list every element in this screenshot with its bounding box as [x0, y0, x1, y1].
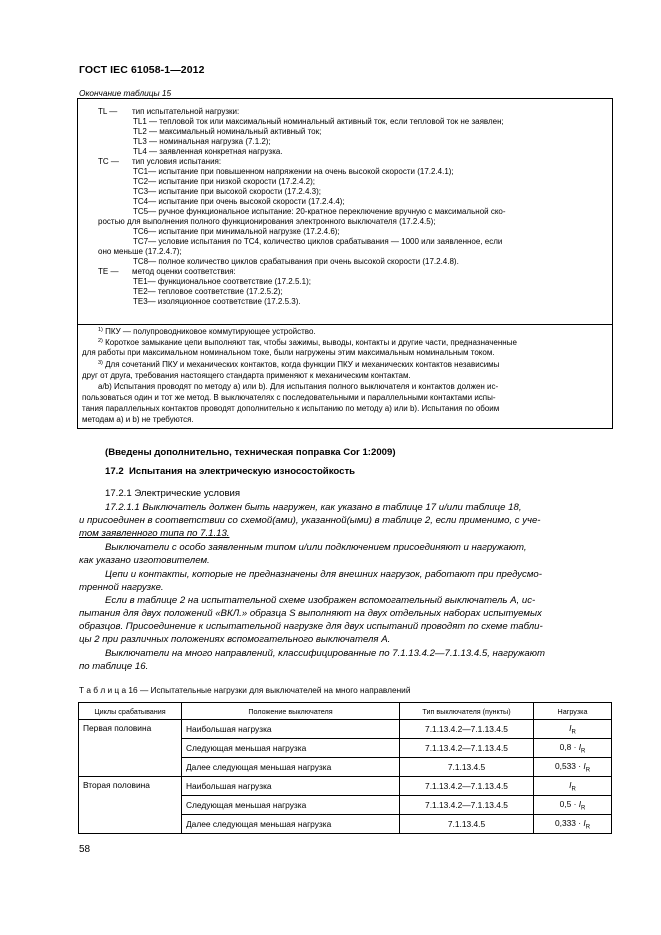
paragraph-line: Цепи и контакты, которые не предназначены для внешних нагрузок, работают при предусмо- [105, 569, 542, 580]
paragraph-line: Выключатели на много направлений, классифицированные по 7.1.13.4.2—7.1.13.4.5, нагружают [105, 648, 545, 659]
legend-line: ростью для выполнения полного функционирования электронного выключателя (17.2.4.5); [98, 217, 436, 226]
column-header: Тип выключателя (пункты) [400, 703, 534, 720]
legend-line: тип условия испытания: [132, 157, 222, 166]
legend-line: TC5— ручное функциональное испытание: 20-кратное переключение вручную с максимальной ско- [133, 207, 506, 216]
section-title: Испытания на электрическую износостойкость [129, 466, 356, 477]
column-header: Циклы срабатывания [79, 703, 182, 720]
footnote: пользоваться один и тот же метод. В выключателях с последовательными и параллельными контактами испы- [82, 393, 496, 402]
legend-code-tl: TL — [98, 107, 118, 116]
paragraph-line: 17.2.1.1 Выключатель должен быть нагружен, как указано в таблице 17 и/или таблице 18, [105, 502, 522, 513]
amendment-note: (Введены дополнительно, техническая поправка Cor 1:2009) [105, 447, 396, 458]
legend-line: TC8— полное количество циклов срабатывания при очень высокой скорости (17.2.4.8). [133, 257, 459, 266]
type-cell: 7.1.13.4.5 [400, 815, 534, 834]
table-row [79, 777, 612, 796]
type-cell: 7.1.13.4.2—7.1.13.4.5 [400, 796, 534, 815]
legend-line: TC1— испытание при повышенном напряжении на очень высокой скорости (17.2.4.1); [133, 167, 454, 176]
footnote: a/b) Испытания проводят по методу а) или b). Для испытания полного выключателя и контактов должен ис- [98, 382, 499, 391]
legend-line: оно меньше (17.2.4.7); [98, 247, 182, 256]
footnote: $^{3)}$ Для сочетаний ПКУ и механических контактов, когда функции ПКУ и механических контактов независимы [98, 360, 500, 369]
position-cell: Следующая меньшая нагрузка [182, 739, 400, 758]
paragraph-line: цы 2 при различных положениях вспомогательного выключателя А. [79, 634, 391, 645]
legend-line: TE2— тепловое соответствие (17.2.5.2); [133, 287, 283, 296]
column-header: Нагрузка [534, 703, 612, 720]
legend-line: TL3 — номинальная нагрузка (7.1.2); [133, 137, 271, 146]
position-cell: Далее следующая меньшая нагрузка [182, 815, 400, 834]
footnote-divider [78, 324, 612, 325]
paragraph-line: и присоединен в соответствии со схемой(ами), указанной(ыми) в таблице 2, если применимо, с уче- [79, 515, 541, 526]
legend-line: TC2— испытание при низкой скорости (17.2.4.2); [133, 177, 315, 186]
legend-line: TL1 — тепловой ток или максимальный номинальный активный ток, если тепловой ток не заявлен; [133, 117, 504, 126]
load-cell: $0,8 \cdot I_R$ [534, 739, 612, 758]
position-cell: Далее следующая меньшая нагрузка [182, 758, 400, 777]
page-number: 58 [79, 844, 91, 855]
position-cell: Наибольшая нагрузка [182, 777, 400, 796]
legend-line: TC6— испытание при минимальной нагрузке (17.2.4.6); [133, 227, 340, 236]
table-16-caption: Т а б л и ц а 16 — Испытательные нагрузки для выключателей на много направлений [79, 685, 411, 695]
table-header-row [79, 703, 612, 720]
paragraph-line: как указано изготовителем. [79, 555, 210, 566]
load-cell: $0,5 \cdot I_R$ [534, 796, 612, 815]
section-number: 17.2 [105, 466, 124, 477]
document-header: ГОСТ IEC 61058-1—2012 [79, 64, 205, 76]
footnote: для работы при максимальном номинальном токе, были нагружены этим максимальным номинальным током. [82, 348, 495, 357]
footnote: $^{2)}$ Короткое замыкание цепи выполняют так, чтобы зажимы, выводы, контакты и другие части, предназначенные [98, 338, 517, 347]
type-cell: 7.1.13.4.2—7.1.13.4.5 [400, 720, 534, 739]
legend-line: метод оценки соответствия: [132, 267, 236, 276]
paragraph-line: Выключатели с особо заявленным типом и/или подключением присоединяют и нагружают, [105, 542, 527, 553]
legend-line: TC3— испытание при высокой скорости (17.2.4.3); [133, 187, 321, 196]
load-cell: $0,533 \cdot I_R$ [534, 758, 612, 777]
footnote: $^{1)}$ ПКУ — полупроводниковое коммутирующее устройство. [98, 327, 316, 336]
paragraph-line: Если в таблице 2 на испытательной схеме изображен вспомогательный выключатель А, ис- [105, 595, 536, 606]
cycle-cell: Первая половина [79, 720, 182, 777]
paragraph-line: образцов. Присоединение к испытательной нагрузке для двух испытаний проводят по схеме табли- [79, 621, 543, 632]
table-16 [78, 702, 612, 834]
type-cell: 7.1.13.4.2—7.1.13.4.5 [400, 777, 534, 796]
legend-line: TL2 — максимальный номинальный активный ток; [133, 127, 322, 136]
position-cell: Наибольшая нагрузка [182, 720, 400, 739]
table-row [79, 720, 612, 739]
load-cell: $0,333 \cdot I_R$ [534, 815, 612, 834]
paragraph-line: по таблице 16. [79, 661, 149, 672]
type-cell: 7.1.13.4.2—7.1.13.4.5 [400, 739, 534, 758]
section-heading [105, 466, 355, 477]
legend-line: тип испытательной нагрузки: [132, 107, 240, 116]
load-cell: $I_R$ [534, 720, 612, 739]
footnote: методам а) и b) не требуются. [82, 415, 194, 424]
paragraph-line: пытания для двух положений «ВКЛ.» образца S выполняют на двух отдельных наборах испытуемых [79, 608, 542, 619]
legend-code-tc: TC — [98, 157, 119, 166]
legend-line: TC7— условие испытания по TC4, количество циклов срабатывания — 1000 или заявленное, если [133, 237, 503, 246]
footnote: друг от друга, требования настоящего стандарта применяют к механическим контактам. [82, 371, 411, 380]
legend-code-te: TE — [98, 267, 119, 276]
position-cell: Следующая меньшая нагрузка [182, 796, 400, 815]
paragraph-line: тренной нагрузке. [79, 582, 164, 593]
load-cell: $I_R$ [534, 777, 612, 796]
legend-line: TE1— функциональное соответствие (17.2.5.1); [133, 277, 311, 286]
subsection-heading: 17.2.1 Электрические условия [105, 488, 241, 499]
legend-line: TL4 — заявленная конкретная нагрузка. [133, 147, 283, 156]
table-continuation-caption: Окончание таблицы 15 [79, 88, 172, 98]
legend-line: TC4— испытание при очень высокой скорости (17.2.4.4); [133, 197, 345, 206]
legend-line: TE3— изоляционное соответствие (17.2.5.3). [133, 297, 301, 306]
column-header: Положение выключателя [182, 703, 400, 720]
footnote: тания параллельных контактов проводят дополнительно к испытанию по методу а) или b). Испытания по обоим [82, 404, 500, 413]
type-cell: 7.1.13.4.5 [400, 758, 534, 777]
table-15-legend-box [77, 98, 613, 429]
cycle-cell: Вторая половина [79, 777, 182, 834]
paragraph-line: том заявленного типа по 7.1.13. [79, 528, 230, 539]
